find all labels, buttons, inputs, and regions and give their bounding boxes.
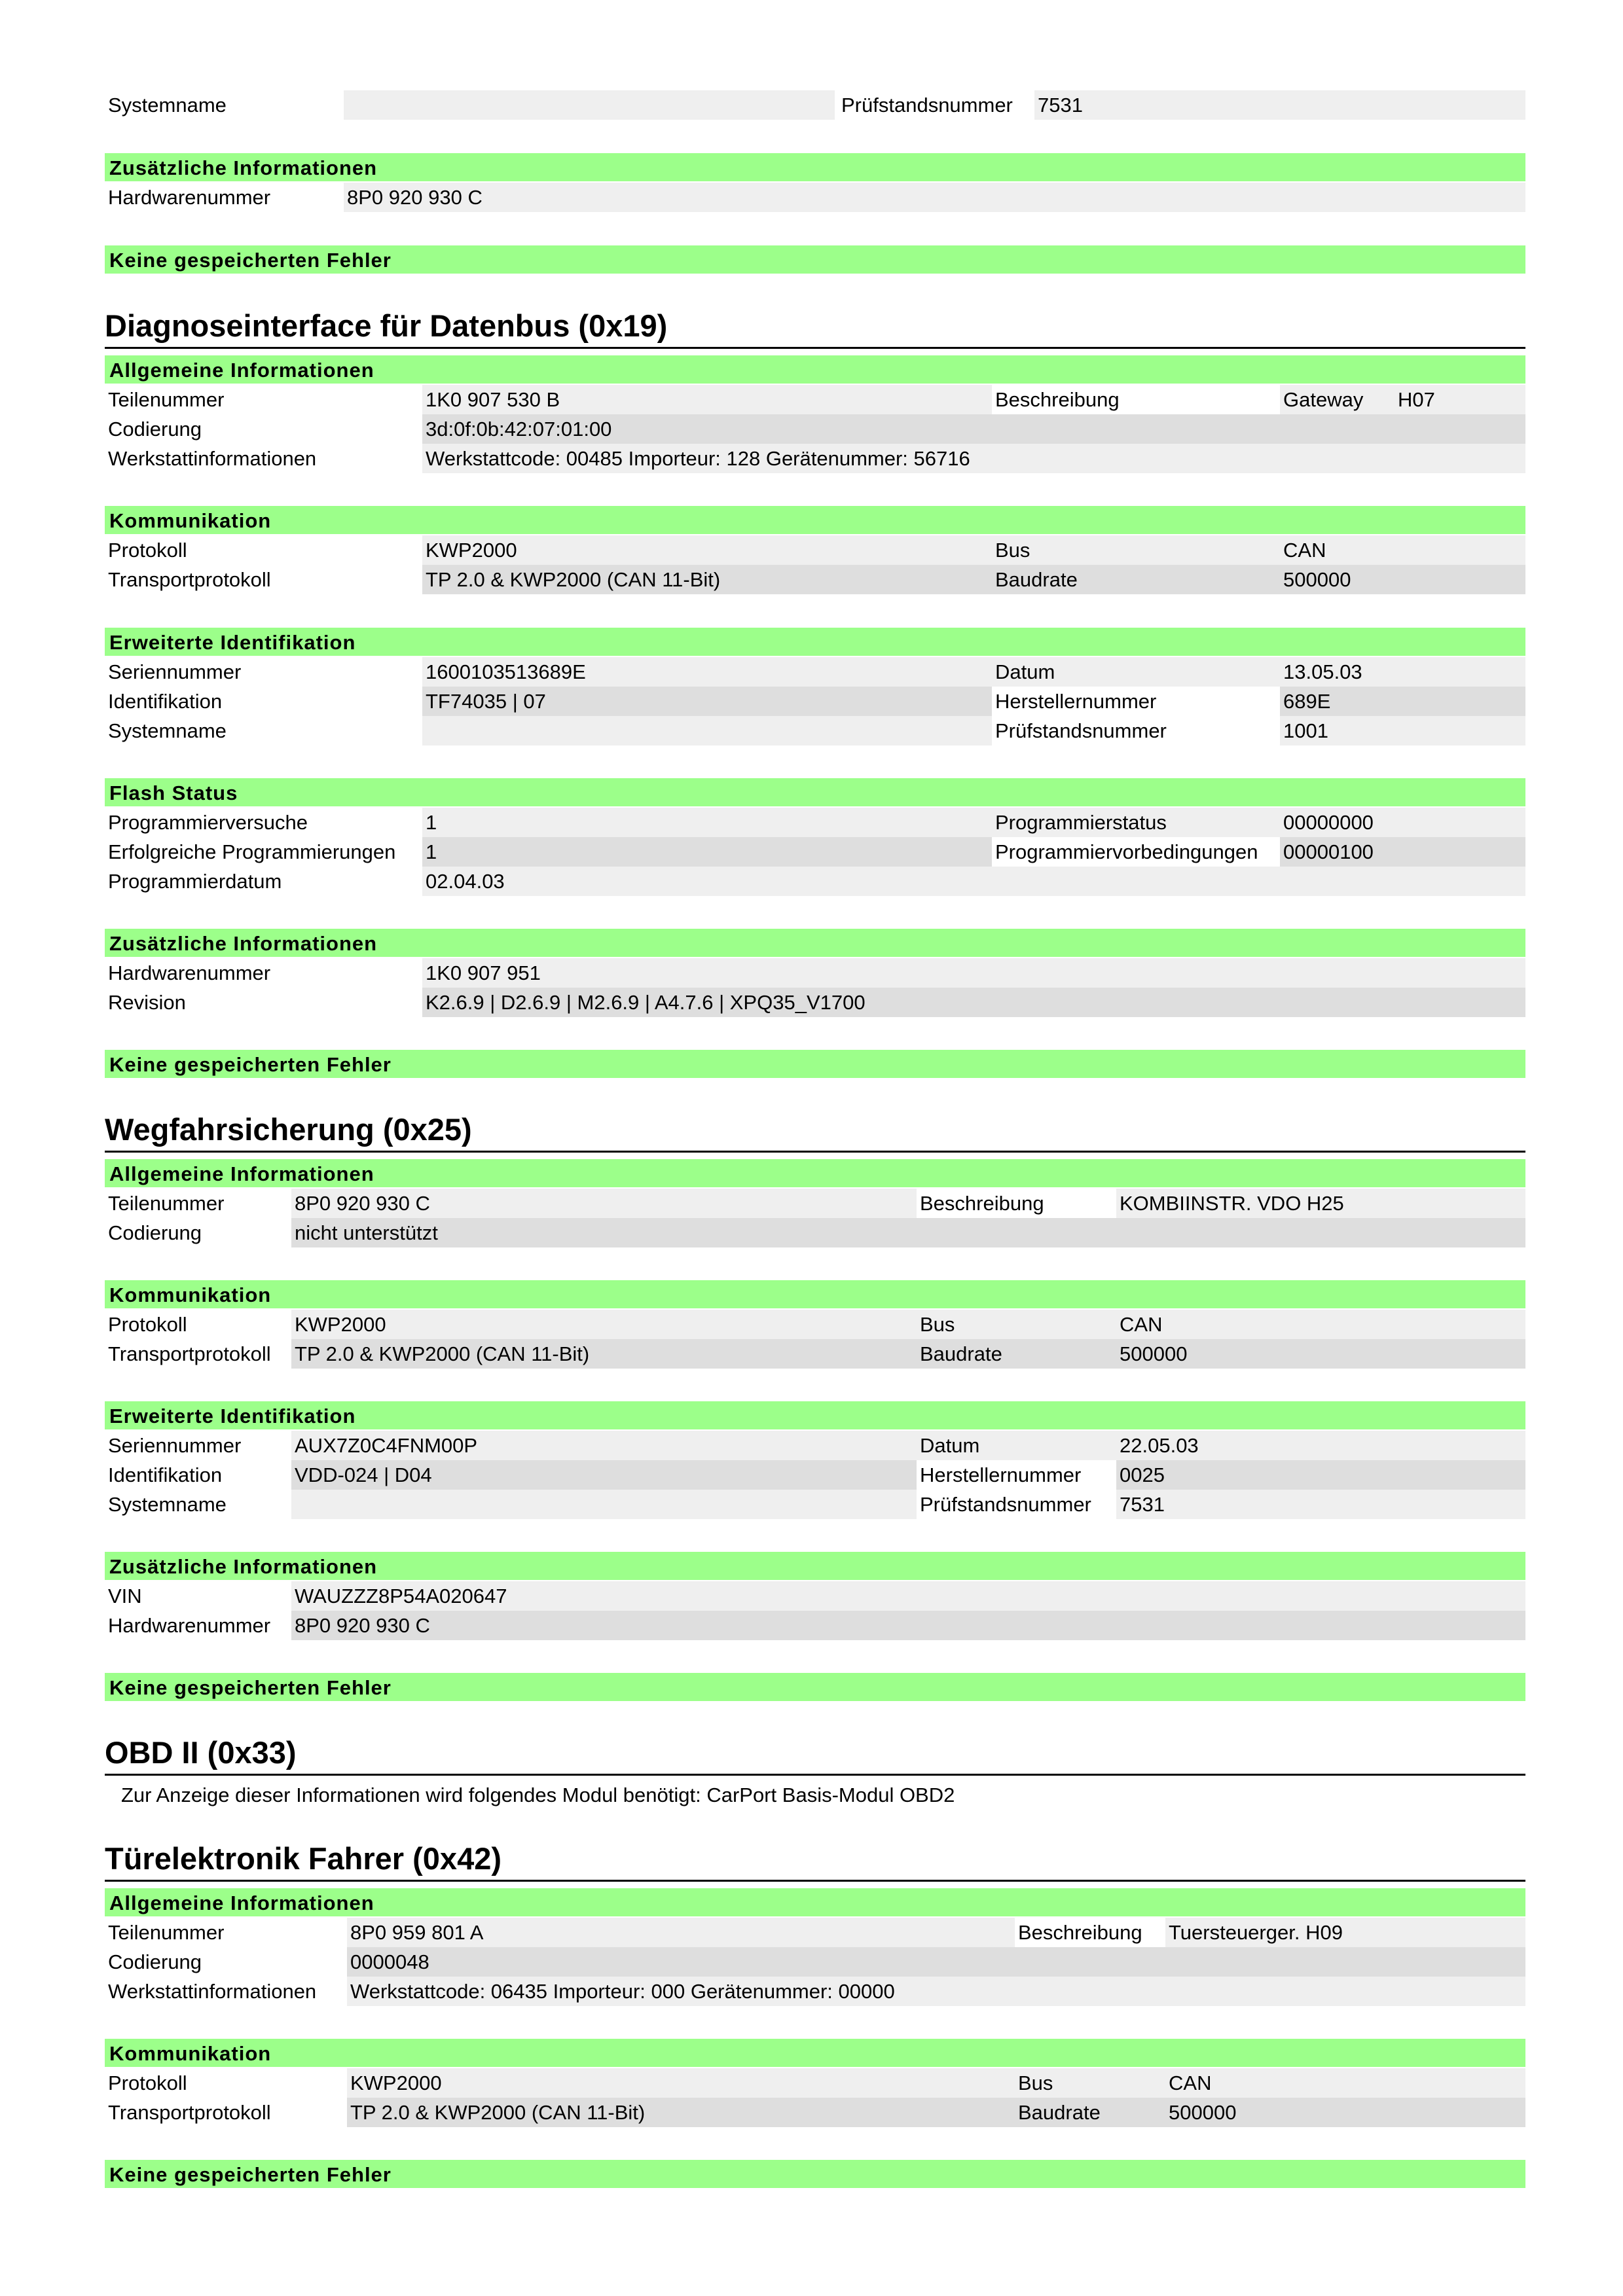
label-datum: Datum — [917, 1431, 1116, 1460]
value-beschreibung: Tuersteuerger. H09 — [1165, 1918, 1525, 1947]
label-systemname: Systemname — [108, 1493, 227, 1516]
value-transport: TP 2.0 & KWP2000 (CAN 11-Bit) — [347, 2098, 1015, 2127]
value-systemname — [422, 716, 992, 745]
row-codierung — [105, 1947, 1525, 1977]
label-teilenummer: Teilenummer — [108, 1192, 225, 1215]
section-header-erweitert: Erweiterte Identifikation — [105, 628, 1525, 656]
label-baudrate: Baudrate — [992, 565, 1280, 594]
value-vin: WAUZZZ8P54A020647 — [291, 1581, 1525, 1611]
label-transport: Transportprotokoll — [108, 2101, 271, 2124]
row-transport — [105, 2098, 1525, 2127]
row-revision — [105, 988, 1525, 1017]
label-revision: Revision — [108, 991, 186, 1014]
value-transport: TP 2.0 & KWP2000 (CAN 11-Bit) — [422, 565, 992, 594]
value-hardware: 1K0 907 951 — [422, 958, 1525, 988]
section-header-zusatz: Zusätzliche Informationen — [105, 929, 1525, 957]
value-codierung: nicht unterstützt — [291, 1218, 1525, 1247]
label-pruefstand: Prüfstandsnummer — [920, 1493, 1091, 1516]
value-teilenummer: 8P0 959 801 A — [347, 1918, 1015, 1947]
label-baudrate: Baudrate — [917, 1339, 1116, 1369]
label-hardware: Hardwarenummer — [108, 186, 271, 209]
value-bus: CAN — [1280, 535, 1525, 565]
value-hardware: 8P0 920 930 C — [291, 1611, 1525, 1640]
row-systemname-25 — [105, 1490, 1525, 1519]
value-programmierdatum: 02.04.03 — [422, 867, 1525, 896]
label-codierung: Codierung — [108, 1221, 202, 1244]
label-bus: Bus — [917, 1310, 1116, 1339]
value-herstellernummer: 0025 — [1116, 1460, 1525, 1490]
row-systemname-19 — [105, 716, 1525, 745]
label-identifikation: Identifikation — [108, 1463, 223, 1486]
status-no-errors: Keine gespeicherten Fehler — [105, 2160, 1525, 2188]
section-title-0x25: Wegfahrsicherung (0x25) — [105, 1111, 1525, 1153]
value-identifikation: TF74035 | 07 — [422, 687, 992, 716]
section-header-kommunikation: Kommunikation — [105, 2039, 1525, 2067]
row-hardware — [105, 183, 1525, 212]
row-werkstatt — [105, 444, 1525, 473]
value-revision: K2.6.9 | D2.6.9 | M2.6.9 | A4.7.6 | XPQ35_V1700 — [422, 988, 1525, 1017]
value-bus: CAN — [1116, 1310, 1525, 1339]
label-pruefstand: Prüfstandsnummer — [995, 719, 1167, 742]
value-beschreibung: Gateway — [1280, 385, 1395, 414]
label-bus: Bus — [1015, 2068, 1165, 2098]
row-codierung — [105, 414, 1525, 444]
value-pruefstand: 7531 — [1034, 90, 1525, 120]
value-programmierstatus: 00000000 — [1280, 808, 1525, 837]
label-beschreibung: Beschreibung — [995, 388, 1120, 411]
label-herstellernummer: Herstellernummer — [995, 690, 1157, 713]
section-header-allgemein: Allgemeine Informationen — [105, 355, 1525, 384]
label-erfolgreiche: Erfolgreiche Programmierungen — [108, 840, 396, 863]
value-werkstatt: Werkstattcode: 06435 Importeur: 000 Gerätenummer: 00000 — [347, 1977, 1525, 2006]
value-systemname — [291, 1490, 917, 1519]
module-required-note: Zur Anzeige dieser Informationen wird folgendes Modul benötigt: CarPort Basis-Modul OBD2 — [121, 1784, 955, 1806]
label-programmierdatum: Programmierdatum — [108, 870, 282, 893]
section-header-zusatz: Zusätzliche Informationen — [105, 153, 1525, 181]
row-programmierversuche — [105, 808, 1525, 837]
row-erfolgreiche — [105, 837, 1525, 867]
label-seriennummer: Seriennummer — [108, 660, 242, 683]
value-bus: CAN — [1165, 2068, 1525, 2098]
value-identifikation: VDD-024 | D04 — [291, 1460, 917, 1490]
row-protokoll — [105, 1310, 1525, 1339]
value-pruefstand: 7531 — [1116, 1490, 1525, 1519]
value-erfolgreiche: 1 — [422, 837, 992, 867]
label-codierung: Codierung — [108, 418, 202, 440]
label-bus: Bus — [992, 535, 1280, 565]
row-identifikation — [105, 1460, 1525, 1490]
label-teilenummer: Teilenummer — [108, 1921, 225, 1944]
label-teilenummer: Teilenummer — [108, 388, 225, 411]
value-baudrate: 500000 — [1280, 565, 1525, 594]
section-header-zusatz: Zusätzliche Informationen — [105, 1552, 1525, 1580]
label-transport: Transportprotokoll — [108, 1342, 271, 1365]
label-identifikation: Identifikation — [108, 690, 223, 713]
value-codierung: 3d:0f:0b:42:07:01:00 — [422, 414, 1525, 444]
value-protokoll: KWP2000 — [422, 535, 992, 565]
label-werkstatt: Werkstattinformationen — [108, 447, 317, 470]
row-teilenummer — [105, 385, 1525, 414]
value-protokoll: KWP2000 — [347, 2068, 1015, 2098]
status-no-errors: Keine gespeicherten Fehler — [105, 1673, 1525, 1701]
row-protokoll — [105, 535, 1525, 565]
section-header-erweitert: Erweiterte Identifikation — [105, 1401, 1525, 1429]
value-transport: TP 2.0 & KWP2000 (CAN 11-Bit) — [291, 1339, 917, 1369]
row-teilenummer — [105, 1918, 1525, 1947]
label-transport: Transportprotokoll — [108, 568, 271, 591]
section-header-flash: Flash Status — [105, 778, 1525, 806]
label-protokoll: Protokoll — [108, 2072, 187, 2094]
label-protokoll: Protokoll — [108, 539, 187, 562]
label-codierung: Codierung — [108, 1950, 202, 1973]
section-title-0x42: Türelektronik Fahrer (0x42) — [105, 1840, 1525, 1882]
label-systemname: Systemname — [108, 94, 227, 117]
row-systemname — [105, 90, 1525, 120]
row-codierung — [105, 1218, 1525, 1247]
value-datum: 22.05.03 — [1116, 1431, 1525, 1460]
section-header-allgemein: Allgemeine Informationen — [105, 1159, 1525, 1187]
row-hardware — [105, 958, 1525, 988]
section-title-0x19: Diagnoseinterface für Datenbus (0x19) — [105, 308, 1525, 349]
row-transport — [105, 1339, 1525, 1369]
value-seriennummer: AUX7Z0C4FNM00P — [291, 1431, 917, 1460]
value-beschreibung: KOMBIINSTR. VDO H25 — [1116, 1189, 1525, 1218]
value-seriennummer: 1600103513689E — [422, 657, 992, 687]
label-hardware: Hardwarenummer — [108, 1614, 271, 1637]
label-baudrate: Baudrate — [1015, 2098, 1165, 2127]
row-transport — [105, 565, 1525, 594]
label-datum: Datum — [992, 657, 1280, 687]
label-protokoll: Protokoll — [108, 1313, 187, 1336]
row-seriennummer — [105, 657, 1525, 687]
row-identifikation — [105, 687, 1525, 716]
row-programmierdatum — [105, 867, 1525, 896]
value-baudrate: 500000 — [1116, 1339, 1525, 1369]
status-no-errors: Keine gespeicherten Fehler — [105, 1050, 1525, 1078]
label-hardware: Hardwarenummer — [108, 961, 271, 984]
row-werkstatt — [105, 1977, 1525, 2006]
label-programmierversuche: Programmierversuche — [108, 811, 308, 834]
label-vin: VIN — [108, 1585, 142, 1607]
label-seriennummer: Seriennummer — [108, 1434, 242, 1457]
value-baudrate: 500000 — [1165, 2098, 1525, 2127]
section-header-kommunikation: Kommunikation — [105, 1280, 1525, 1308]
value-hardware: 8P0 920 930 C — [344, 183, 1525, 212]
value-codierung: 0000048 — [347, 1947, 1525, 1977]
row-seriennummer — [105, 1431, 1525, 1460]
value-datum: 13.05.03 — [1280, 657, 1525, 687]
value-programmiervorbedingungen: 00000100 — [1280, 837, 1525, 867]
section-title-0x33: OBD II (0x33) — [105, 1734, 1525, 1776]
label-programmiervorbedingungen: Programmiervorbedingungen — [995, 840, 1258, 863]
label-werkstatt: Werkstattinformationen — [108, 1980, 317, 2003]
value-teilenummer: 1K0 907 530 B — [422, 385, 992, 414]
label-systemname: Systemname — [108, 719, 227, 742]
section-header-allgemein: Allgemeine Informationen — [105, 1888, 1525, 1916]
label-beschreibung: Beschreibung — [920, 1192, 1044, 1215]
row-teilenummer — [105, 1189, 1525, 1218]
value-teilenummer: 8P0 920 930 C — [291, 1189, 917, 1218]
section-header-kommunikation: Kommunikation — [105, 506, 1525, 534]
value-systemname — [344, 90, 835, 120]
label-herstellernummer: Herstellernummer — [920, 1463, 1082, 1486]
row-protokoll — [105, 2068, 1525, 2098]
value-protokoll: KWP2000 — [291, 1310, 917, 1339]
label-beschreibung: Beschreibung — [1018, 1921, 1142, 1944]
row-vin — [105, 1581, 1525, 1611]
row-hardware — [105, 1611, 1525, 1640]
value-programmierversuche: 1 — [422, 808, 992, 837]
value-beschreibung-extra: H07 — [1395, 385, 1525, 414]
label-programmierstatus: Programmierstatus — [992, 808, 1280, 837]
value-werkstatt: Werkstattcode: 00485 Importeur: 128 Gerätenummer: 56716 — [422, 444, 1525, 473]
status-no-errors: Keine gespeicherten Fehler — [105, 245, 1525, 274]
value-herstellernummer: 689E — [1280, 687, 1525, 716]
value-pruefstand: 1001 — [1280, 716, 1525, 745]
label-pruefstand: Prüfstandsnummer — [841, 94, 1013, 117]
